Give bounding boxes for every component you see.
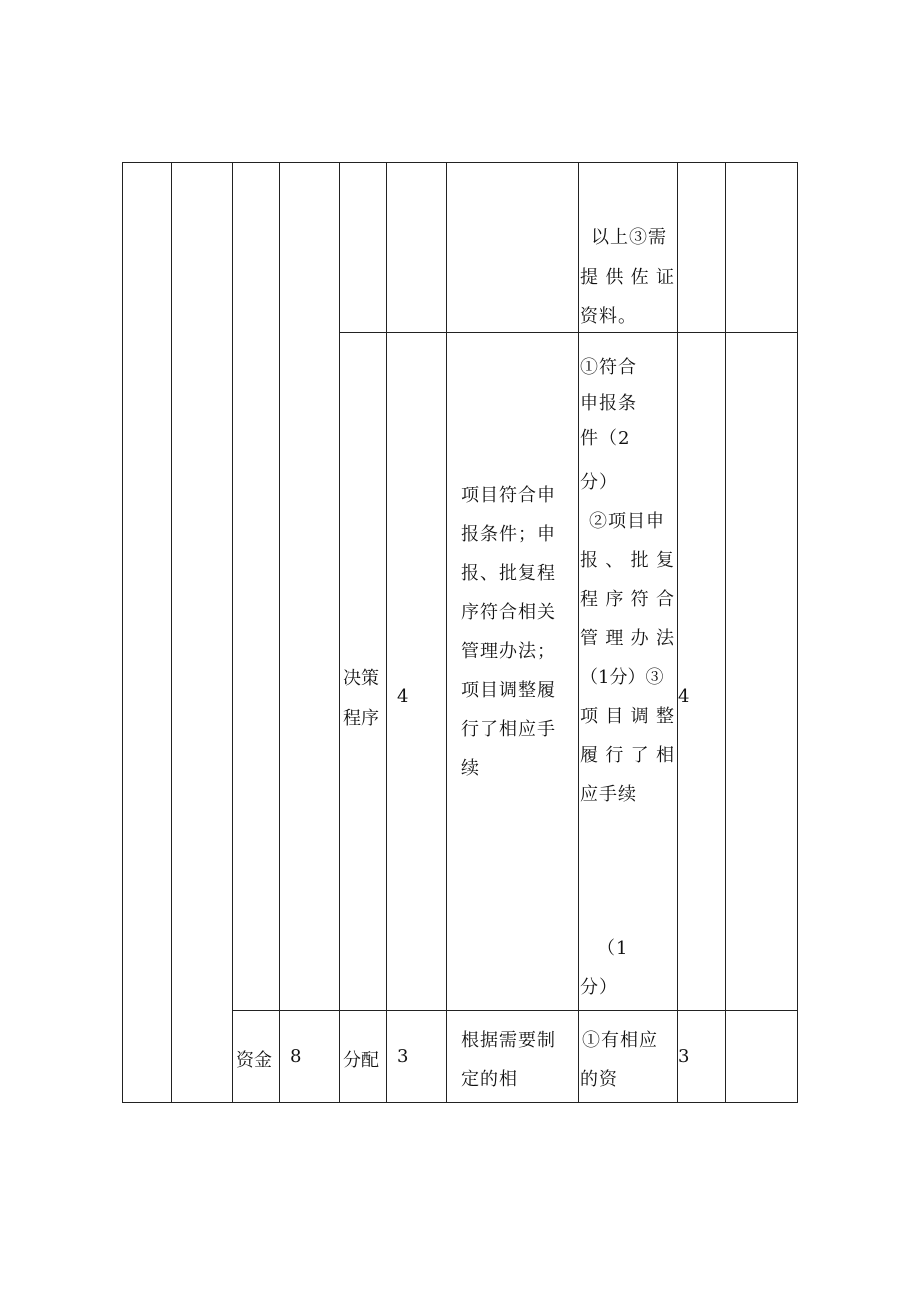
table-top-border <box>122 162 798 163</box>
row1-rule-line-2: 提供佐证 <box>580 267 675 288</box>
row2-rule-tail-1: （1 <box>597 938 629 959</box>
row3-level2-indicator: 资金 <box>236 1050 272 1071</box>
row2-rule-line-4: 分） <box>580 472 618 493</box>
row3-rule-line-1: ①有相应 <box>582 1030 658 1051</box>
row2-rule-line-8: 管理办法 <box>580 628 675 649</box>
row2-rule-line-7: 程序符合 <box>580 589 675 610</box>
row2-rule-line-10: 项目调整 <box>580 706 675 727</box>
row2-standard-line-7: 行了相应手 <box>461 719 556 740</box>
col-line-9 <box>725 162 726 1103</box>
row2-standard-line-3: 报、批复程 <box>461 563 556 584</box>
col-line-10 <box>797 162 798 1103</box>
col-line-8 <box>677 162 678 1103</box>
row2-standard-line-8: 续 <box>461 758 480 779</box>
row3-score: 3 <box>678 1046 691 1067</box>
row2-rule-tail-2: 分） <box>580 977 618 998</box>
row2-rule-line-5: ②项目申 <box>589 511 665 532</box>
row3-weight: 3 <box>397 1046 410 1067</box>
col-line-0 <box>122 162 123 1103</box>
row3-standard-line-2: 定的相 <box>461 1069 518 1090</box>
col-line-7 <box>578 162 579 1103</box>
row2-rule-line-11: 履行了相 <box>580 745 675 766</box>
col-line-5 <box>386 162 387 1103</box>
row3-indicator: 分配 <box>343 1050 379 1071</box>
col-line-2 <box>232 162 233 1103</box>
row1-rule-line-3: 资料。 <box>580 306 637 327</box>
row3-level2-weight: 8 <box>290 1046 303 1067</box>
row1-rule-line-1: 以上③需 <box>591 227 667 248</box>
row-divider-1 <box>339 332 798 333</box>
row2-rule-line-9: （1分）③ <box>580 667 664 688</box>
col-line-6 <box>446 162 447 1103</box>
row3-rule-line-2: 的资 <box>580 1069 618 1090</box>
row2-rule-line-3: 件（2 <box>580 428 631 449</box>
row2-rule-line-6: 报、批复 <box>580 550 675 571</box>
row2-rule-line-1: ①符合 <box>580 357 637 378</box>
row2-score: 4 <box>678 686 691 707</box>
row3-standard-line-1: 根据需要制 <box>461 1030 556 1051</box>
row2-standard-line-2: 报条件；申 <box>461 524 556 545</box>
col-line-1 <box>171 162 172 1103</box>
row2-rule-line-12: 应手续 <box>580 784 637 805</box>
row2-weight: 4 <box>397 686 410 707</box>
row-divider-2 <box>232 1010 798 1011</box>
row2-standard-line-6: 项目调整履 <box>461 680 556 701</box>
row2-standard-line-5: 管理办法； <box>461 641 556 662</box>
row2-standard-line-1: 项目符合申 <box>461 485 556 506</box>
table-bottom-border <box>122 1102 798 1103</box>
row2-indicator-line-1: 决策 <box>343 668 379 689</box>
col-line-4 <box>339 162 340 1103</box>
row2-rule-line-2: 申报条 <box>580 393 637 414</box>
row2-standard-line-4: 序符合相关 <box>461 602 556 623</box>
col-line-3 <box>279 162 280 1103</box>
row2-indicator-line-2: 程序 <box>343 708 379 729</box>
